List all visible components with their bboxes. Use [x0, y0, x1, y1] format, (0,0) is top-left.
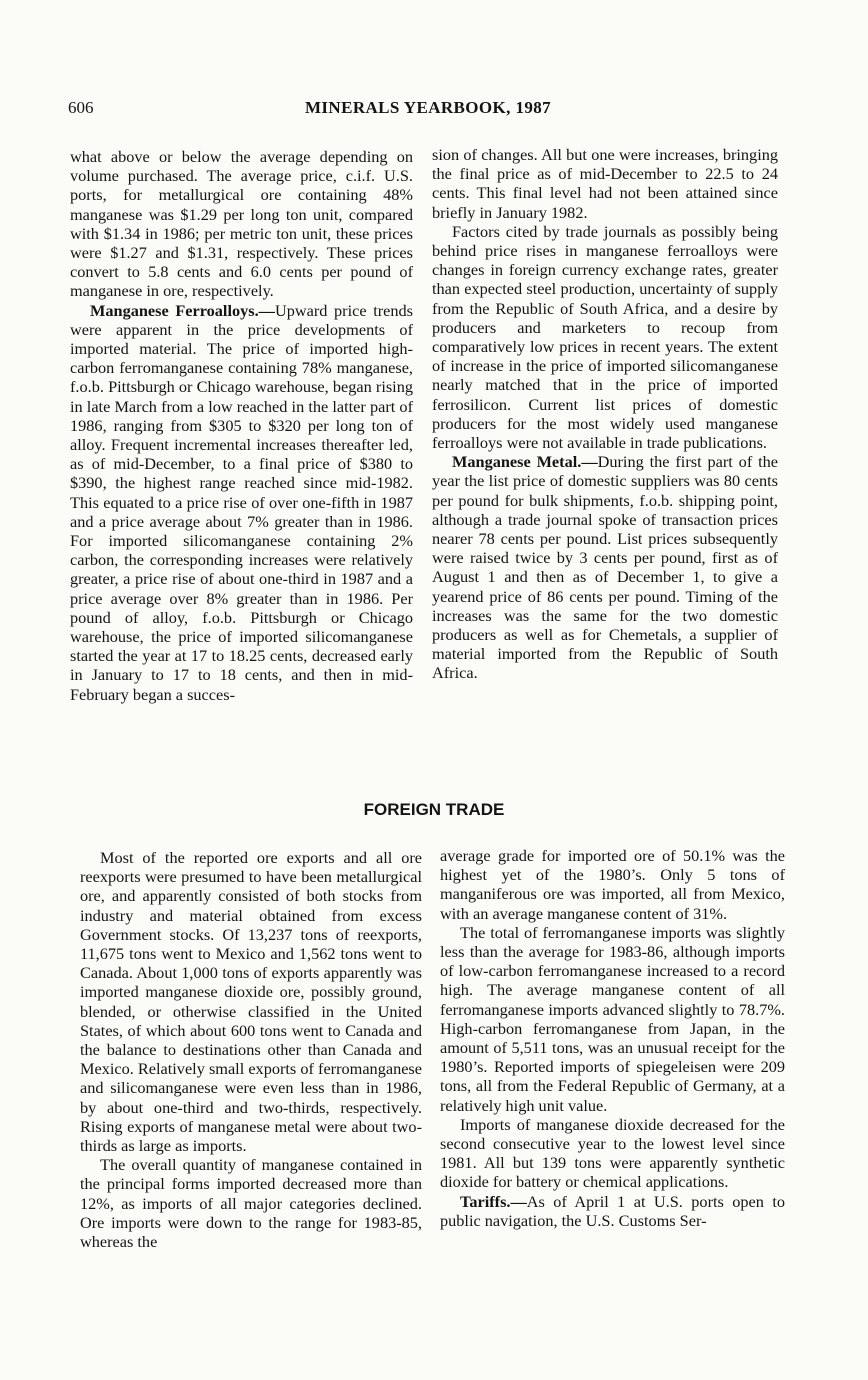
paragraph [440, 1192, 785, 1230]
section-title: FOREIGN TRADE [363, 800, 505, 819]
paragraph-text: During the first part of the year the list price of domestic suppliers was 80 cents per pound for bulk shipments, f.o.b. shipping point, although a trade journal spoke of transaction prices nearer 78 cents per pound. List prices subsequently were raised twice by 3 cents per pound, first as of August 1 and then as of December 1, to give a yearend price of 86 cents per pound. Timing of the increases was the same for the two domestic producers as well as for Chemetals, a supplier of material imported from the Republic of South Africa. [432, 452, 779, 683]
paragraph: The overall quantity of manganese contained in the principal forms imported decreased more than 12%, as imports of all major categories declined. Ore imports were down to the range for 1983-85, whereas the [80, 1155, 422, 1252]
paragraph: what above or below the average depending on volume purchased. The average price, c.i.f. U.S. ports, for metallurgical ore containing 48% manganese was $1.29 per long ton unit, compared with $1.34 in 1986; per metric ton unit, these prices were $1.27 and $1.31, respectively. These prices convert to 5.8 cents and 6.0 cents per pound of manganese in ore, respectively. [70, 147, 413, 301]
bottom-left-column [80, 848, 422, 1251]
paragraph [70, 301, 413, 704]
paragraph-heading: Manganese Metal.— [452, 452, 598, 472]
running-head: MINERALS YEARBOOK, 1987 [304, 98, 552, 117]
paragraph: Most of the reported ore exports and all ore reexports were presumed to have been metallurgical ore, and apparently consisted of both stocks from industry and material obtained from excess Government stocks. Of 13,237 tons of reexports, 11,675 tons went to Mexico and 1,562 tons went to Canada. About 1,000 tons of exports apparently was imported manganese dioxide ore, possibly ground, blended, or otherwise classified in the United States, of which about 600 tons went to Canada and the balance to destinations other than Canada and Mexico. Relatively small exports of ferromanganese and silicomanganese were even less than in 1986, by about one-third and two-thirds, respectively. Rising exports of manganese metal were about two-thirds as large as imports. [80, 848, 422, 1156]
top-left-column [70, 147, 413, 704]
top-right-column [432, 145, 778, 683]
paragraph: sion of changes. All but one were increases, bringing the final price as of mid-December to 22.5 to 24 cents. This final level had not been attained since briefly in January 1982. [432, 145, 778, 222]
paragraph: average grade for imported ore of 50.1% was the highest yet of the 1980’s. Only 5 tons of manganiferous ore was imported, all from Mexico, with an average manganese content of 31%. [440, 846, 785, 923]
paragraph-text: As of April 1 at U.S. ports open to public navigation, the U.S. Customs Ser- [440, 1191, 785, 1230]
paragraph: The total of ferromanganese imports was slightly less than the average for 1983-86, although imports of low-carbon ferromanganese increased to a record high. The average manganese content of all ferromanganese imports advanced slightly to 78.7%. High-carbon ferromanganese from Japan, in the amount of 5,511 tons, was an unusual receipt for the 1980’s. Reported imports of spiegeleisen were 209 tons, all from the Federal Republic of Germany, at a relatively high unit value. [440, 922, 785, 1115]
page-number: 606 [68, 98, 94, 117]
paragraph-heading: Tariffs.— [460, 1191, 527, 1211]
paragraph: Imports of manganese dioxide decreased for the second consecutive year to the lowest level since 1981. All but 139 tons were apparently synthetic dioxide for battery or chemical applications. [440, 1114, 785, 1192]
page-header [68, 98, 788, 122]
bottom-right-column [440, 846, 785, 1230]
paragraph: Factors cited by trade journals as possibly being behind price rises in manganese ferroalloys were changes in foreign currency exchange rates, greater than expected steel production, uncertainty of supply from the Republic of South Africa, and a desire by producers and marketers to recoup from comparatively low prices in recent years. The extent of increase in the price of imported silicomanganese nearly matched that in the price of imported ferrosilicon. Current list prices of domestic producers for the most widely used manganese ferroalloys were not available in trade publications. [432, 221, 778, 453]
paragraph-heading: Manganese Ferroalloys.— [90, 300, 275, 320]
paragraph [432, 452, 778, 682]
paragraph-text: Upward price trends were apparent in the price developments of imported material. The price of imported high-carbon ferromanganese containing 78% manganese, f.o.b. Pittsburgh or Chicago warehouse, began rising in late March from a low reached in the latter part of 1986, ranging from $305 to $320 per long ton of alloy. Frequent incremental increases thereafter led, as of mid-December, to a final price of $380 to $390, the highest range reached since mid-1982. This equated to a price rise of over one-fifth in 1987 and a price average about 7% greater than in 1986. For imported silicomanganese containing 2% carbon, the corresponding increases were relatively greater, a price rise of about one-third in 1987 and a price average over 8% greater than in 1986. Per pound of alloy, f.o.b. Pittsburgh or Chicago warehouse, the price of imported silicomanganese started the year at 17 to 18.25 cents, decreased early in January to 17 to 18 cents, and then in mid-February began a succes- [70, 300, 413, 704]
